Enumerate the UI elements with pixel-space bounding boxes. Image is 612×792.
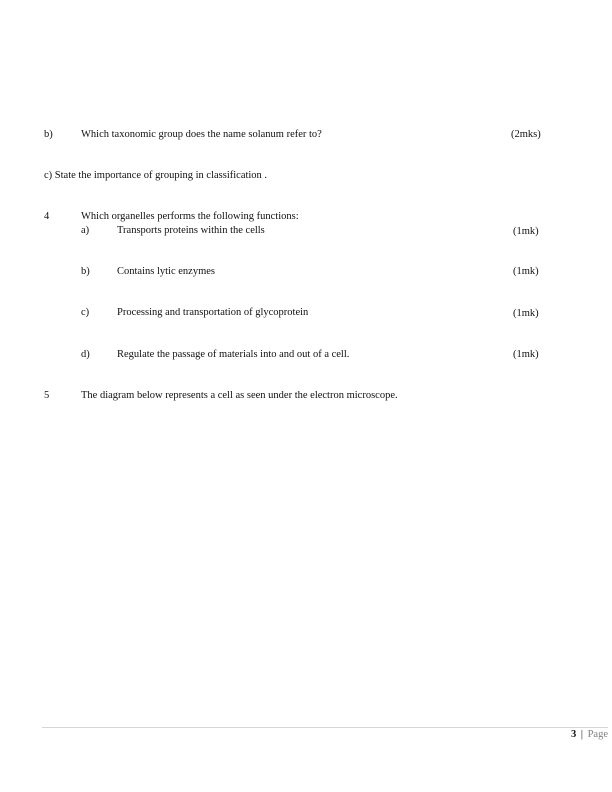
question-4c-label: c)	[81, 307, 90, 318]
question-5-text: The diagram below represents a cell as seen under the electron microscope.	[81, 390, 398, 401]
question-4d-label: d)	[81, 349, 90, 360]
question-4-number: 4	[44, 211, 50, 222]
question-3b-marks: (2mks)	[511, 129, 541, 140]
question-4a-text: Transports proteins within the cells	[117, 225, 265, 236]
question-3b-text: Which taxonomic group does the name solanum refer to?	[81, 129, 322, 140]
question-4-text: Which organelles performs the following functions:	[81, 211, 299, 222]
question-5-number: 5	[44, 390, 50, 401]
question-4d-marks: (1mk)	[513, 349, 539, 360]
question-4b-text: Contains lytic enzymes	[117, 266, 215, 277]
page-separator: |	[580, 729, 583, 740]
question-4b-marks: (1mk)	[513, 266, 539, 277]
question-3c-text: c) State the importance of grouping in classification .	[44, 170, 268, 181]
footer-divider	[42, 727, 608, 728]
question-4a-label: a)	[81, 225, 90, 236]
page-number: 3	[570, 729, 577, 740]
question-3b-label: b)	[44, 129, 53, 140]
question-4b-label: b)	[81, 266, 90, 277]
page-word: Page	[587, 729, 608, 740]
question-4c-marks: (1mk)	[513, 308, 539, 319]
question-4d-text: Regulate the passage of materials into and out of a cell.	[117, 349, 350, 360]
question-4a-marks: (1mk)	[513, 226, 539, 237]
question-4c-text: Processing and transportation of glycoprotein	[117, 307, 309, 318]
page-footer	[571, 729, 608, 742]
